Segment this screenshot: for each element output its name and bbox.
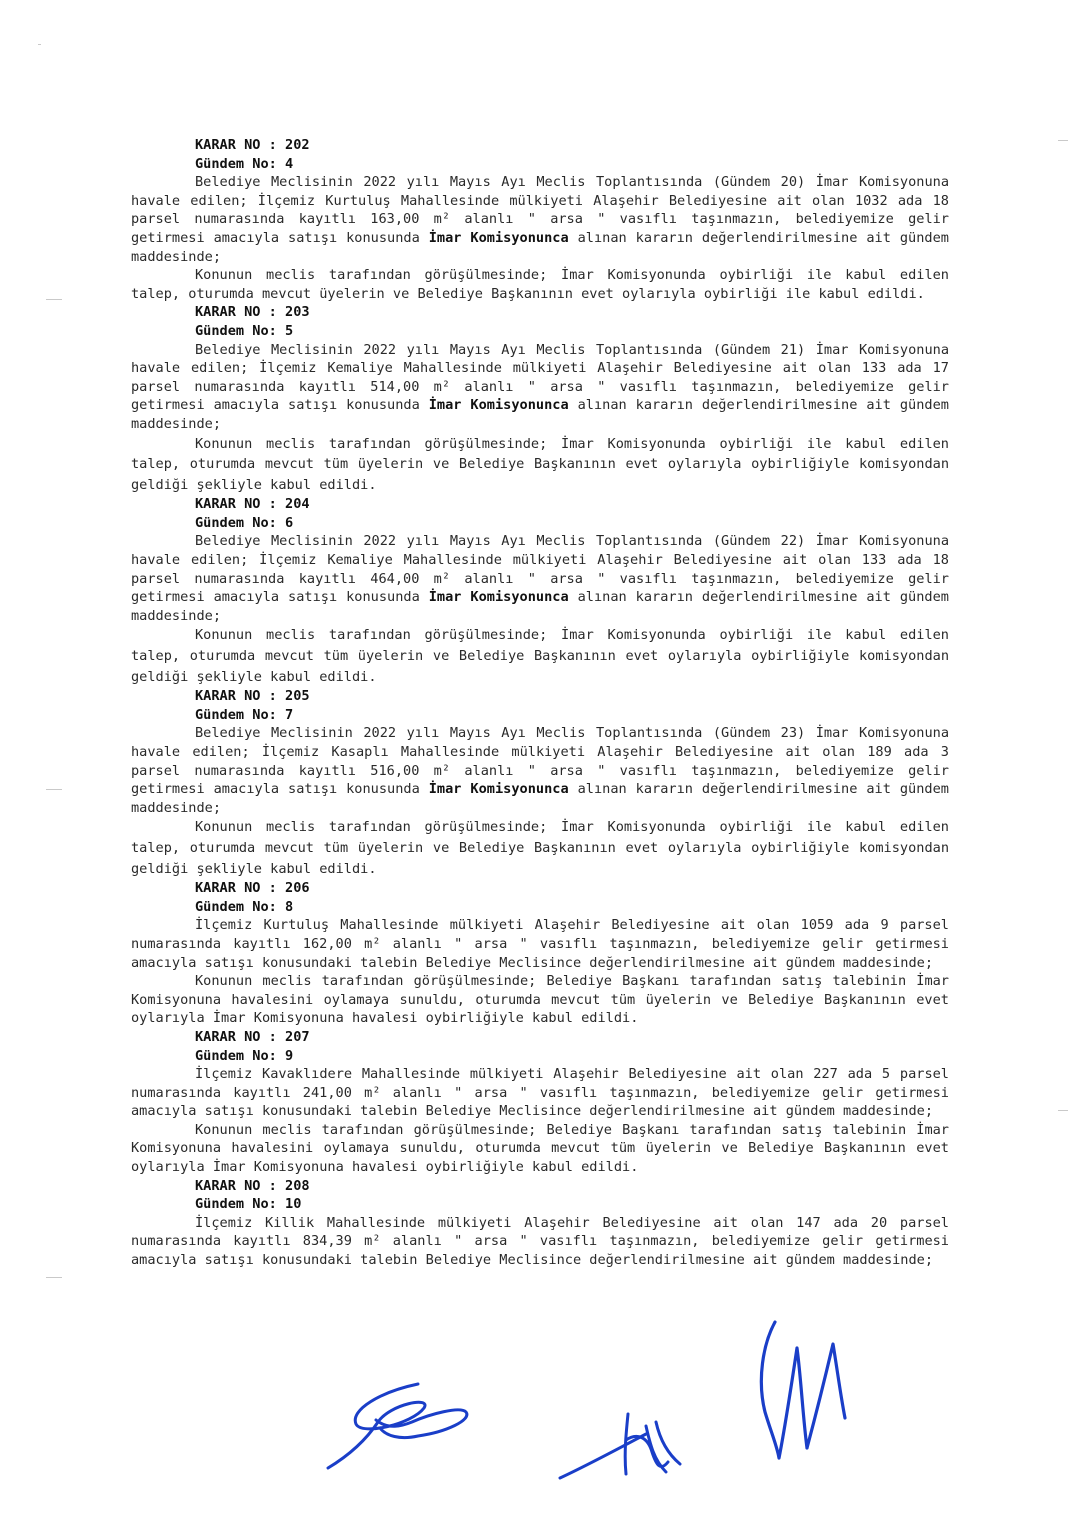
body-bold: İmar Komisyonunca	[428, 229, 569, 246]
decision-body	[131, 532, 949, 625]
scan-speck	[46, 1277, 62, 1278]
decision-result	[131, 266, 949, 303]
scan-speck	[38, 44, 41, 45]
body-text: Belediye Meclisinin 2022 yılı Mayıs Ayı Meclis Toplantısında (Gündem 23) İmar Komisyonuna havale edilen; İlçemiz Kasaplı Mahallesinde mülkiyeti Alaşehir Belediyesine ait olan 189 ada 3 parsel numarasında kayıtlı 516,00 m² alanlı " arsa " vasıflı taşınmazın, belediyemize gelir getirmesi amacıyla satışı konusunda	[131, 725, 949, 798]
decision-body	[131, 1214, 949, 1270]
scan-speck	[46, 299, 62, 300]
body-text-end: alınan kararın değerlendirilmesine ait gündem maddesinde;	[131, 589, 949, 624]
karar-no: KARAR NO : 208	[195, 1177, 310, 1194]
decision-item	[131, 687, 949, 879]
body-text-end: alınan kararın değerlendirilmesine ait gündem maddesinde;	[131, 229, 949, 265]
decision-item	[131, 136, 949, 303]
gundem-no: Gündem No: 6	[195, 514, 294, 531]
body-text: Belediye Meclisinin 2022 yılı Mayıs Ayı Meclis Toplantısında (Gündem 21) İmar Komisyonuna havale edilen; İlçemiz Kemaliye Mahallesinde mülkiyeti Alaşehir Belediyesine ait olan 133 ada 17 parsel numarasında kayıtlı 514,00 m² alanlı " arsa " vasıflı taşınmazın, belediyemize gelir getirmesi amacıyla satışı konusunda	[131, 341, 949, 414]
body-text: İlçemiz Killik Mahallesinde mülkiyeti Alaşehir Belediyesine ait olan 147 ada 20 parsel numarasında kayıtlı 834,39 m² alanlı " arsa " vasıflı taşınmazın, belediyemize gelir getirmesi amacıyla satışı konusundaki talebin Belediye Meclisince değerlendirilmesine ait gündem maddesinde;	[131, 1214, 949, 1269]
signature-2-icon	[556, 1404, 686, 1484]
decision-result	[131, 1121, 949, 1177]
karar-no: KARAR NO : 203	[195, 304, 310, 321]
body-text-end: alınan kararın değerlendirilmesine ait gündem maddesinde;	[131, 397, 949, 432]
body-bold: İmar Komisyonunca	[428, 589, 569, 606]
decision-list	[131, 136, 949, 1270]
decision-body	[131, 724, 949, 817]
decision-item	[131, 303, 949, 495]
karar-no: KARAR NO : 207	[195, 1028, 310, 1045]
decision-result	[131, 817, 949, 879]
gundem-no: Gündem No: 7	[195, 706, 294, 723]
decision-item	[131, 1028, 949, 1177]
signature-3-icon	[745, 1308, 855, 1468]
gundem-no: Gündem No: 10	[195, 1196, 302, 1213]
body-text-end: alınan kararın değerlendirilmesine ait gündem maddesinde;	[131, 781, 949, 816]
decision-body	[131, 173, 949, 266]
body-bold: İmar Komisyonunca	[428, 781, 569, 798]
body-text: İlçemiz Kurtuluş Mahallesinde mülkiyeti Alaşehir Belediyesine ait olan 1059 ada 9 parsel numarasında kayıtlı 162,00 m² alanlı " arsa " vasıflı taşınmazın, belediyemize gelir getirmesi amacıyla satışı konusundaki talebin Belediye Meclisince değerlendirilmesine ait gündem maddesinde;	[131, 917, 949, 971]
gundem-no: Gündem No: 9	[195, 1047, 294, 1064]
gundem-no: Gündem No: 5	[195, 322, 294, 339]
scan-speck	[1058, 140, 1068, 141]
gundem-no: Gündem No: 8	[195, 898, 294, 915]
karar-no: KARAR NO : 206	[195, 880, 310, 897]
body-text: İlçemiz Kavaklıdere Mahallesinde mülkiyeti Alaşehir Belediyesine ait olan 227 ada 5 parsel numarasında kayıtlı 241,00 m² alanlı " arsa " vasıflı taşınmazın, belediyemize gelir getirmesi amacıyla satışı konusundaki talebin Belediye Meclisince değerlendirilmesine ait gündem maddesinde;	[131, 1066, 949, 1120]
decision-result	[131, 625, 949, 687]
result-text: Konunun meclis tarafından görüşülmesinde; İmar Komisyonunda oybirliği ile kabul edilen talep, oturumda mevcut üyelerin ve Belediye Başkanının evet oylarıyla oybirliği ile kabul edildi.	[131, 267, 949, 302]
scan-speck	[1058, 1110, 1068, 1111]
decision-item	[131, 1177, 949, 1270]
result-text: Konunun meclis tarafından görüşülmesinde; İmar Komisyonunda oybirliği ile kabul edilen talep, oturumda mevcut tüm üyelerin ve Belediye Başkanının evet oylarıyla oybirliğiyle komisyondan geldiği şekliyle kabul edildi.	[131, 435, 949, 493]
signature-1-icon	[320, 1378, 480, 1478]
result-text: Konunun meclis tarafından görüşülmesinde; İmar Komisyonunda oybirliği ile kabul edilen talep, oturumda mevcut tüm üyelerin ve Belediye Başkanının evet oylarıyla oybirliğiyle komisyondan geldiği şekliyle kabul edildi.	[131, 627, 949, 685]
decision-item	[131, 495, 949, 687]
decision-body	[131, 916, 949, 972]
body-text: Belediye Meclisinin 2022 yılı Mayıs Ayı Meclis Toplantısında (Gündem 22) İmar Komisyonuna havale edilen; İlçemiz Kemaliye Mahallesinde mülkiyeti Alaşehir Belediyesine ait olan 133 ada 18 parsel numarasında kayıtlı 464,00 m² alanlı " arsa " vasıflı taşınmazın, belediyemize gelir getirmesi amacıyla satışı konusunda	[131, 533, 949, 606]
decision-result	[131, 972, 949, 1028]
body-text: Belediye Meclisinin 2022 yılı Mayıs Ayı Meclis Toplantısında (Gündem 20) İmar Komisyonuna havale edilen; İlçemiz Kurtuluş Mahallesinde mülkiyeti Alaşehir Belediyesine ait olan 1032 ada 18 parsel numarasında kayıtlı 163,00 m² alanlı " arsa " vasıflı taşınmazın, belediyemize gelir getirmesi amacıyla satışı konusunda	[131, 174, 949, 246]
result-text: Konunun meclis tarafından görüşülmesinde; Belediye Başkanı tarafından satış talebinin İmar Komisyonuna havalesini oylamaya sunuldu, oturumda mevcut tüm üyelerin ve Belediye Başkanının evet oylarıyla İmar Komisyonuna havalesi oybirliğiyle kabul edildi.	[131, 1121, 949, 1176]
result-text: Konunun meclis tarafından görüşülmesinde; Belediye Başkanı tarafından satış talebinin İmar Komisyonuna havalesini oylamaya sunuldu, oturumda mevcut tüm üyelerin ve Belediye Başkanının evet oylarıyla İmar Komisyonuna havalesi oybirliğiyle kabul edildi.	[131, 973, 949, 1027]
scan-speck	[46, 789, 62, 790]
decision-item	[131, 879, 949, 1028]
karar-no: KARAR NO : 202	[195, 137, 310, 153]
gundem-no: Gündem No: 4	[195, 155, 294, 172]
decision-body	[131, 341, 949, 434]
karar-no: KARAR NO : 205	[195, 688, 310, 705]
karar-no: KARAR NO : 204	[195, 496, 310, 513]
decision-body	[131, 1065, 949, 1121]
result-text: Konunun meclis tarafından görüşülmesinde; İmar Komisyonunda oybirliği ile kabul edilen talep, oturumda mevcut tüm üyelerin ve Belediye Başkanının evet oylarıyla oybirliğiyle komisyondan geldiği şekliyle kabul edildi.	[131, 819, 949, 877]
body-bold: İmar Komisyonunca	[428, 397, 569, 414]
decision-result	[131, 434, 949, 496]
